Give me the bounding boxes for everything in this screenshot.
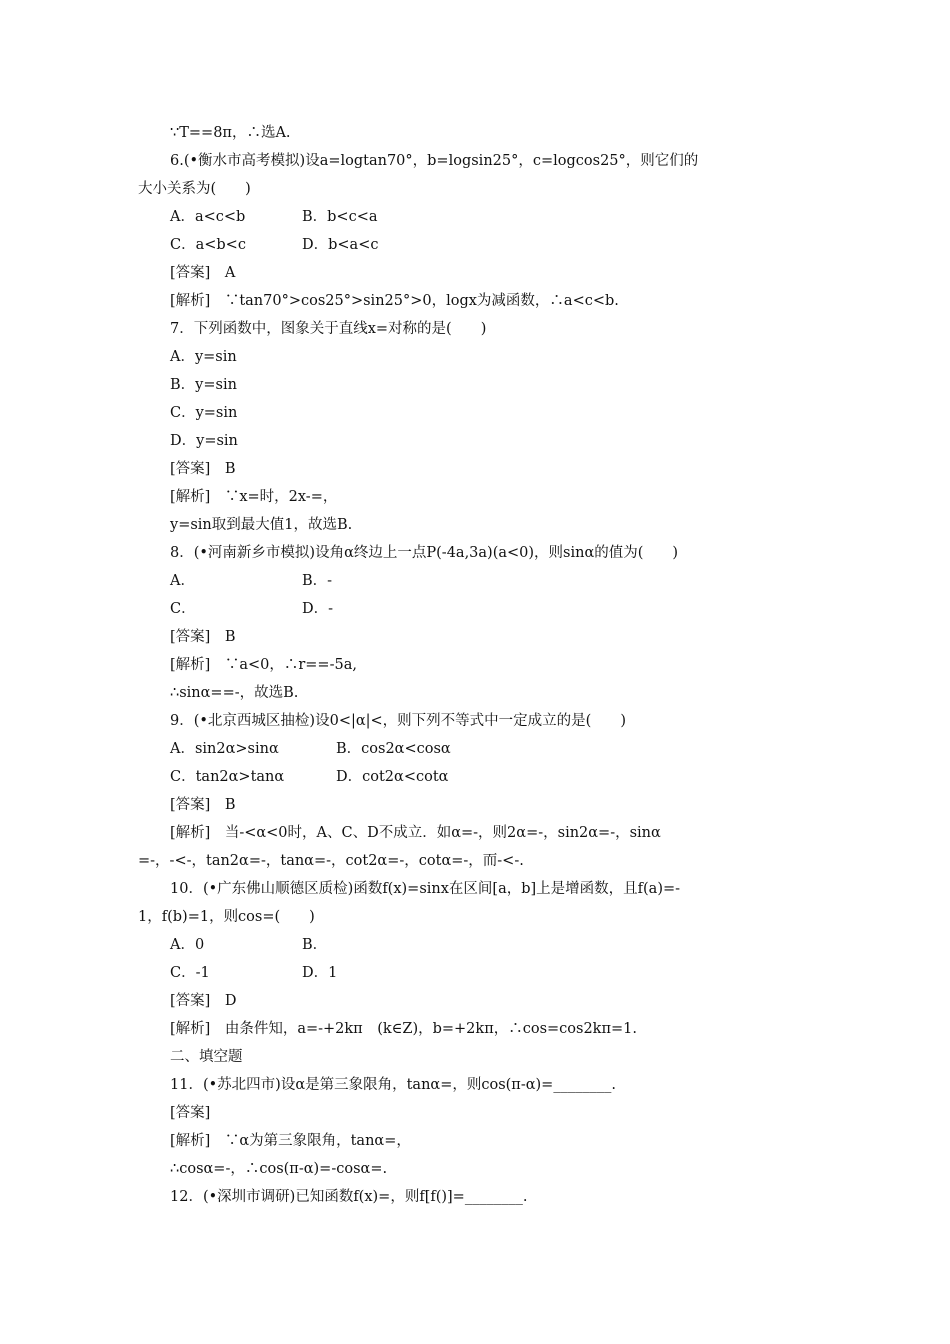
section-heading: 二、填空题 xyxy=(170,1049,243,1065)
option-b: B．y=sin xyxy=(170,377,237,393)
question-9: 9．(•北京西城区抽检)设0<|α|<，则下列不等式中一定成立的是( ) xyxy=(170,713,626,729)
option-d: D．cot2α<cotα xyxy=(336,769,449,785)
question-7: 7．下列函数中，图象关于直线x=对称的是( ) xyxy=(170,321,487,337)
option-a: A．sin2α>sinα xyxy=(170,741,279,757)
answer-line: [答案] B xyxy=(170,797,236,813)
text-line: 1，f(b)=1，则cos=( ) xyxy=(138,909,315,925)
option-a: A．a<c<b xyxy=(170,209,246,225)
question-12: 12．(•深圳市调研)已知函数f(x)=，则f[f()]=________. xyxy=(170,1189,528,1205)
answer-line: [答案] B xyxy=(170,629,236,645)
option-c: C．a<b<c xyxy=(170,237,246,253)
option-b: B．- xyxy=(302,573,333,589)
text-line: y=sin取到最大值1，故选B. xyxy=(170,517,353,533)
text-line: ∴cosα=-，∴cos(π-α)=-cosα=. xyxy=(170,1161,388,1177)
option-c: C． xyxy=(170,601,196,617)
option-d: D．y=sin xyxy=(170,433,238,449)
analysis-line: [解析] ∵x=时，2x-=， xyxy=(170,489,338,505)
text-line: 大小关系为( ) xyxy=(138,181,251,197)
answer-line: [答案] B xyxy=(170,461,236,477)
question-8: 8．(•河南新乡市模拟)设角α终边上一点P(-4a,3a)(a<0)，则sinα的值为( ) xyxy=(170,545,679,561)
answer-line: [答案] A xyxy=(170,265,236,281)
option-a: A．y=sin xyxy=(170,349,237,365)
option-d: D．1 xyxy=(302,965,338,981)
analysis-line: [解析] ∵α为第三象限角，tanα=， xyxy=(170,1133,411,1149)
question-11: 11．(•苏北四市)设α是第三象限角，tanα=，则cos(π-α)=________. xyxy=(170,1077,616,1093)
option-a: A．0 xyxy=(170,937,205,953)
answer-line: [答案] xyxy=(170,1105,211,1121)
option-b: B．b<c<a xyxy=(302,209,378,225)
analysis-line: [解析] 由条件知，a=-+2kπ (k∈Z)，b=+2kπ，∴cos=cos2kπ=1. xyxy=(170,1021,637,1037)
option-b: B． xyxy=(302,937,328,953)
option-d: D．- xyxy=(302,601,334,617)
analysis-line: [解析] ∵a<0，∴r==-5a, xyxy=(170,657,357,673)
text-line: =-，-<-，tan2α=-，tanα=-，cot2α=-，cotα=-，而-<-. xyxy=(138,853,524,869)
question-10: 10．(•广东佛山顺德区质检)函数f(x)=sinx在区间[a，b]上是增函数，且f(a)=- xyxy=(170,881,681,897)
option-c: C．-1 xyxy=(170,965,210,981)
question-6: 6.(•衡水市高考模拟)设a=logtan70°，b=logsin25°，c=logcos25°，则它们的 xyxy=(170,153,699,169)
answer-line: [答案] D xyxy=(170,993,237,1009)
analysis-line: [解析] 当-<α<0时，A、C、D不成立．如α=-，则2α=-，sin2α=-，sinα xyxy=(170,825,661,841)
option-a: A． xyxy=(170,573,195,589)
option-b: B．cos2α<cosα xyxy=(336,741,451,757)
option-c: C．y=sin xyxy=(170,405,238,421)
option-d: D．b<a<c xyxy=(302,237,379,253)
analysis-line: [解析] ∵tan70°>cos25°>sin25°>0，logx为减函数，∴a<c<b. xyxy=(170,293,619,309)
option-c: C．tan2α>tanα xyxy=(170,769,285,785)
text-line: ∵T==8π，∴选A. xyxy=(170,125,291,141)
text-line: ∴sinα==-，故选B. xyxy=(170,685,299,701)
